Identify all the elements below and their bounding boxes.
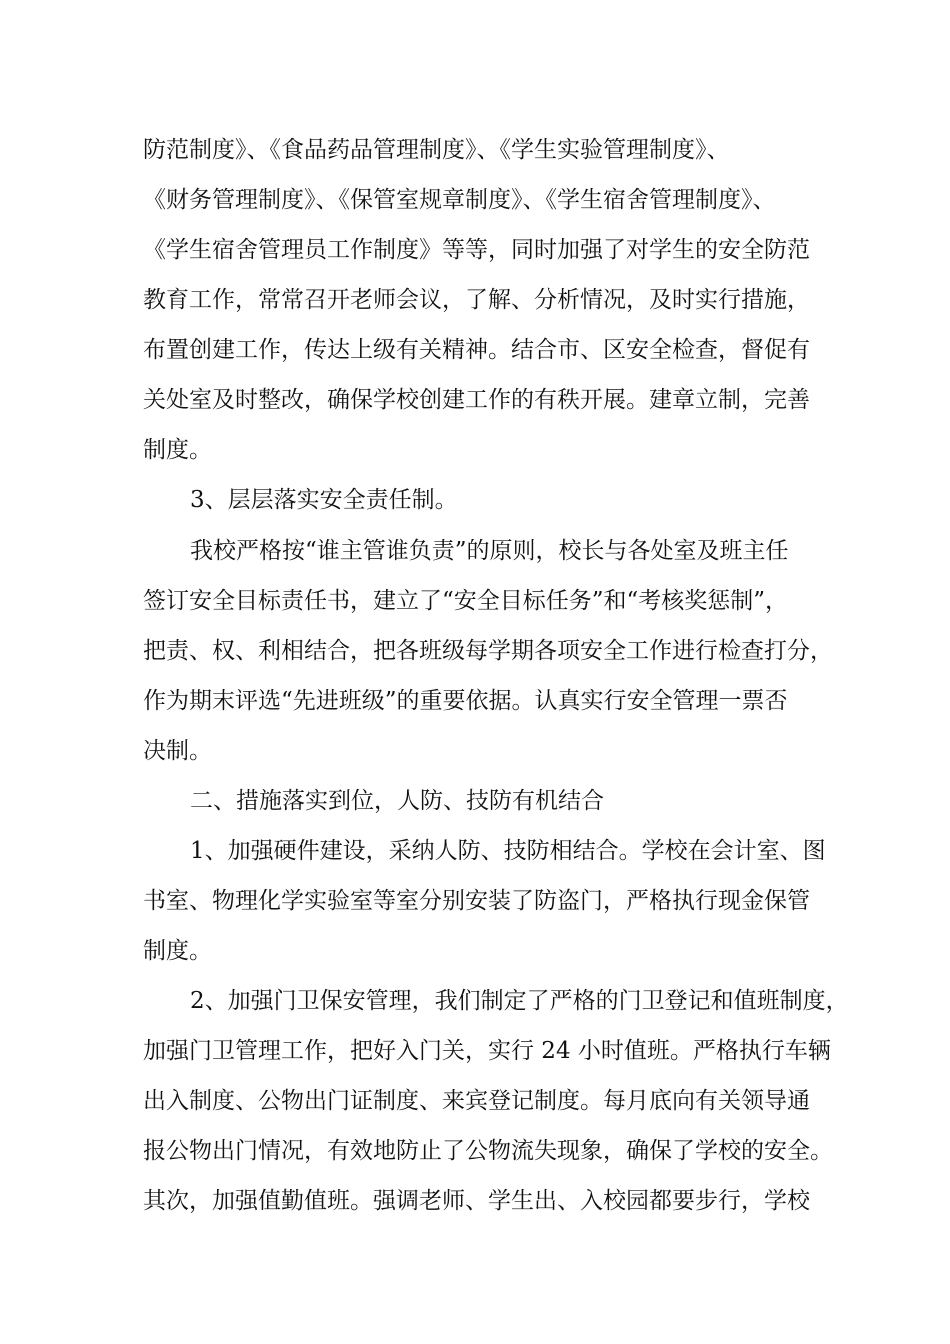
text-line: 签订安全目标责任书，建立了“安全目标任务”和“考核奖惩制”， <box>143 588 789 614</box>
text-line: 1、加强硬件建设，采纳人防、技防相结合。学校在会计室、图 <box>190 838 826 864</box>
text-line: 制度。 <box>143 938 212 964</box>
text-line: 防范制度》、《食品药品管理制度》、《学生实验管理制度》、 <box>143 137 730 163</box>
text-line: 其次，加强值勤值班。强调老师、学生出、入校园都要步行，学校 <box>143 1188 810 1214</box>
text-line: 出入制度、公物出门证制度、来宾登记制度。每月底向有关领导通 <box>143 1088 810 1114</box>
text-line: 决制。 <box>143 738 212 764</box>
text-line: 作为期末评选“先进班级”的重要依据。认真实行安全管理一票否 <box>143 688 788 714</box>
text-line: 布置创建工作，传达上级有关精神。结合市、区安全检查，督促有 <box>143 337 810 363</box>
section-heading: 二、措施落实到位，人防、技防有机结合 <box>190 788 604 814</box>
text-line: 关处室及时整改，确保学校创建工作的有秩开展。建章立制，完善 <box>143 387 810 413</box>
text-line: 报公物出门情况，有效地防止了公物流失现象，确保了学校的安全。 <box>143 1138 833 1164</box>
text-line: 加强门卫管理工作，把好入门关，实行 24 小时值班。严格执行车辆 <box>143 1038 831 1064</box>
section-heading: 3、层层落实安全责任制。 <box>190 487 458 513</box>
text-line: 《财务管理制度》、《保管室规章制度》、《学生宿舍管理制度》、 <box>143 187 776 213</box>
text-line: 教育工作，常常召开老师会议，了解、分析情况，及时实行措施， <box>143 287 810 313</box>
text-line: 我校严格按“谁主管谁负责”的原则，校长与各处室及班主任 <box>190 538 789 564</box>
text-line: 2、加强门卫保安管理，我们制定了严格的门卫登记和值班制度， <box>190 988 849 1014</box>
text-line: 书室、物理化学实验室等室分别安装了防盗门，严格执行现金保管 <box>143 888 810 914</box>
text-line: 制度。 <box>143 437 212 463</box>
text-line: 把责、权、利相结合，把各班级每学期各项安全工作进行检查打分， <box>143 638 833 664</box>
text-line: 《学生宿舍管理员工作制度》等等，同时加强了对学生的安全防范 <box>143 237 810 263</box>
